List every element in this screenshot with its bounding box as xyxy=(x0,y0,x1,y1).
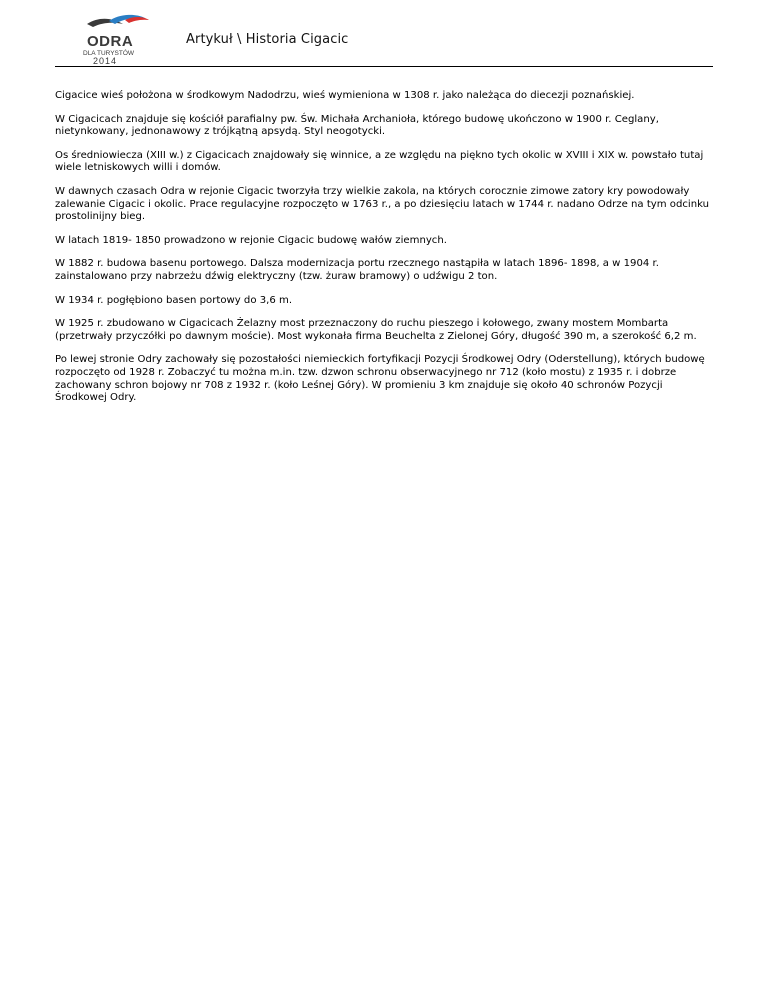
article-body xyxy=(55,90,715,416)
article-paragraph: W latach 1819- 1850 prowadzono w rejonie Cigacic budowę wałów ziemnych. xyxy=(55,234,447,246)
page-header xyxy=(55,0,713,67)
article-paragraph: W 1882 r. budowa basenu portowego. Dalsza modernizacja portu rzecznego nastąpiła w latach 1896- 1898, a w 1904 r. zainstalowano przy nabrzeżu dźwig elektryczny (tzw. żuraw bramowy) o udźwigu 2 ton. xyxy=(55,258,659,282)
article-paragraph: Po lewej stronie Odry zachowały się pozostałości niemieckich fortyfikacji Pozycji Środkowej Odry (Oderstellung), których budowę rozpoczęto od 1928 r. Zobaczyć tu można m.in. tzw. dzwon schronu obserwacyjnego nr 712 (koło mostu) z 1935 r. i dobrze zachowany schron bojowy nr 708 z 1932 r. (koło Leśnej Góry). W promieniu 3 km znajduje się około 40 schronów Pozycji Środkowej Odry. xyxy=(55,354,705,404)
article-paragraph: Os średniowiecza (XIII w.) z Cigacicach znajdowały się winnice, a ze względu na piękno tych okolic w XVIII i XIX w. powstało tutaj wiele letniskowych willi i domów. xyxy=(55,149,704,174)
article-paragraph: W dawnych czasach Odra w rejonie Cigacic tworzyła trzy wielkie zakola, na których corocznie zimowe zatory kry powodowały zalewanie Cigacic i okolic. Prace regulacyjne rozpoczęto w 1763 r., a po dziesięciu latach w 1744 r. nadano Odrze na tym odcinku prostolinijny bieg. xyxy=(55,185,710,223)
logo-tagline: DLA TURYSTÓW xyxy=(83,50,135,57)
logo-year: 2014 xyxy=(93,56,118,66)
article-paragraph: Cigacice wieś położona w środkowym Nadodrzu, wieś wymieniona w 1308 r. jako należąca do diecezji poznańskiej. xyxy=(55,90,635,101)
article-paragraph: W 1925 r. zbudowano w Cigacicach Żelazny most przeznaczony do ruchu pieszego i kołowego, zwany mostem Mombarta (przetrwały przyczółki po dawnym moście). Most wykonała firma Beuchelta z Zielonej Góry, długość 390 m, a szerokość 6,2 m. xyxy=(55,318,697,342)
article-paragraph: W 1934 r. pogłębiono basen portowy do 3,6 m. xyxy=(55,294,293,306)
odra-logo-graphic xyxy=(79,10,163,66)
page-title: Artykuł \ Historia Cigacic xyxy=(186,32,349,47)
logo-brand: ODRA xyxy=(87,33,134,50)
article-paragraph: W Cigacicach znajduje się kościół parafialny pw. Św. Michała Archanioła, którego budowę ukończono w 1900 r. Ceglany, nietynkowany, jednonawowy z trójkątną apsydą. Styl neogotycki. xyxy=(55,113,659,138)
odra-logo xyxy=(79,10,163,66)
